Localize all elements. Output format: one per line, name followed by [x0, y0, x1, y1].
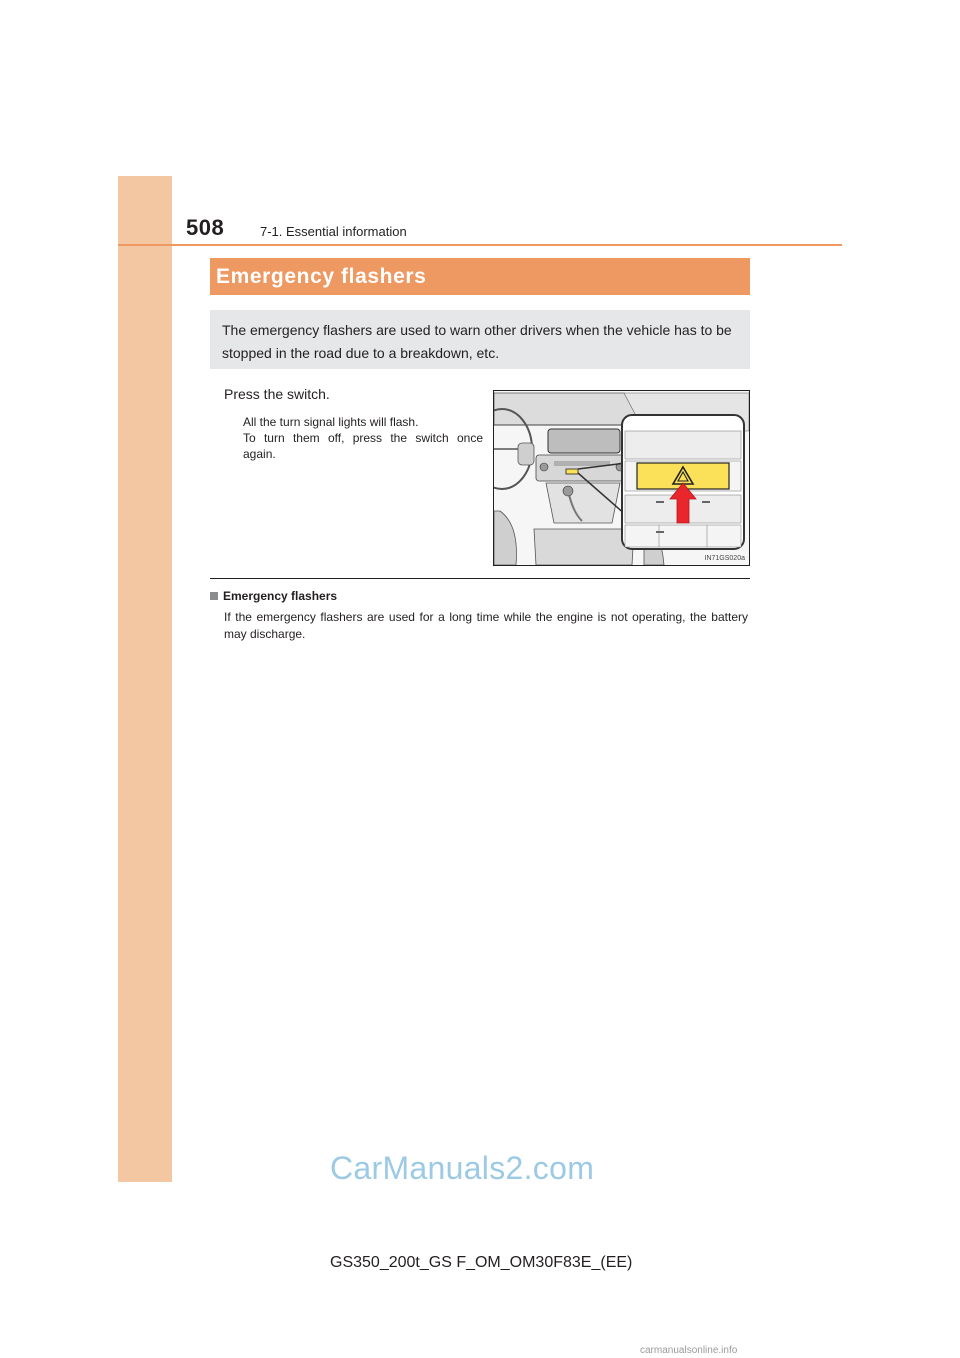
- side-tab: [118, 176, 172, 1182]
- notes-rule: [210, 578, 750, 579]
- note-heading-text: Emergency flashers: [223, 589, 338, 603]
- figure-id: IN71GS020a: [704, 555, 745, 562]
- step-detail: [243, 414, 483, 462]
- section-title: 7-1. Essential information: [260, 224, 407, 239]
- square-bullet-icon: [210, 592, 218, 600]
- note-body: If the emergency flashers are used for a long time while the engine is not operating, the battery may discharge.: [224, 610, 748, 641]
- header-rule: [118, 244, 842, 246]
- page-title: Emergency flashers: [210, 258, 750, 295]
- intro-box: [210, 310, 750, 369]
- intro-text: The emergency flashers are used to warn other drivers when the vehicle has to be stopped in the road due to a breakdown, etc.: [222, 322, 732, 361]
- footer-source: carmanualsonline.info: [640, 1345, 738, 1356]
- watermark: CarManuals2.com: [330, 1150, 595, 1186]
- page-number: 508: [186, 215, 225, 240]
- step-detail-line: All the turn signal lights will flash.: [243, 415, 419, 429]
- footer-code: GS350_200t_GS F_OM_OM30F83E_(EE): [330, 1254, 633, 1271]
- dashboard-illustration: [493, 390, 750, 566]
- step-instruction: Press the switch.: [224, 386, 330, 402]
- step-detail-line: To turn them off, press the switch once again.: [243, 431, 483, 461]
- dashboard-drawing: [494, 391, 749, 565]
- note-heading: [210, 589, 337, 603]
